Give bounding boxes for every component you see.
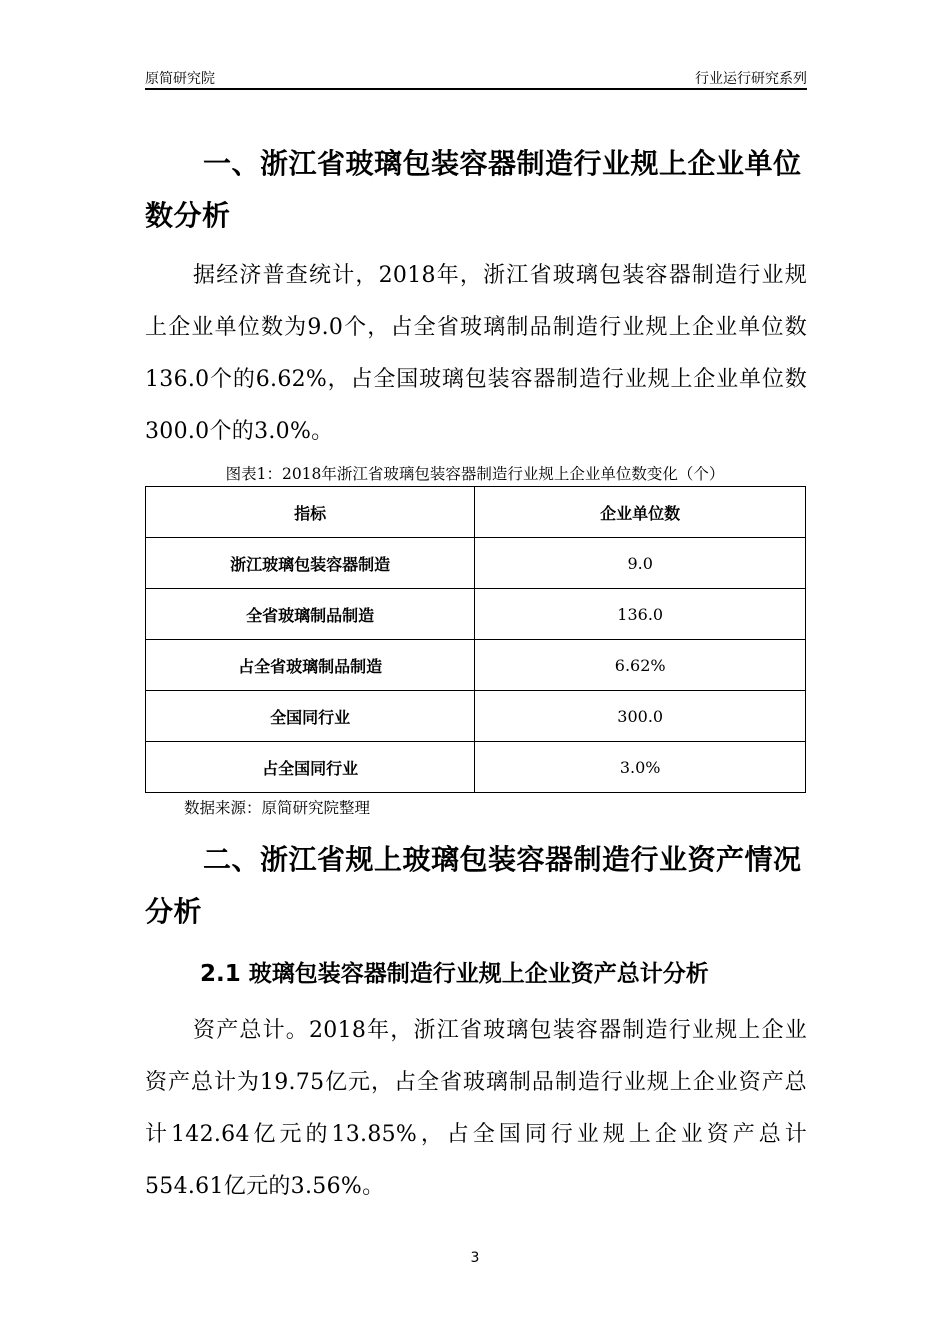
section1-title: 一、浙江省玻璃包装容器制造行业规上企业单位数分析 bbox=[145, 147, 802, 232]
table-header-row bbox=[146, 487, 806, 538]
table-row bbox=[146, 589, 806, 640]
section2-subtitle: 2.1 玻璃包装容器制造行业规上企业资产总计分析 bbox=[200, 961, 709, 987]
page-number: 3 bbox=[470, 1250, 480, 1266]
row-label: 占全省玻璃制品制造 bbox=[146, 640, 475, 691]
section2-title: 二、浙江省规上玻璃包装容器制造行业资产情况分析 bbox=[145, 843, 802, 928]
row-value: 9.0 bbox=[475, 538, 806, 589]
row-label: 全省玻璃制品制造 bbox=[146, 589, 475, 640]
table-source: 数据来源：原简研究院整理 bbox=[184, 799, 371, 817]
header-org: 原简研究院 bbox=[145, 71, 215, 87]
header-cell: 指标 bbox=[146, 487, 475, 538]
section2-paragraph: 资产总计。2018年，浙江省玻璃包装容器制造行业规上企业资产总计为19.75亿元，占全省玻璃制品制造行业规上企业资产总计142.64亿元的13.85%，占全国同行业规上企业资产总计554.61亿元的3.56%。 bbox=[145, 1018, 807, 1199]
table-row bbox=[146, 742, 806, 793]
row-value: 300.0 bbox=[475, 691, 806, 742]
row-label: 浙江玻璃包装容器制造 bbox=[146, 538, 475, 589]
header-cell: 企业单位数 bbox=[475, 487, 806, 538]
data-table bbox=[145, 486, 806, 793]
section1-paragraph: 据经济普查统计，2018年，浙江省玻璃包装容器制造行业规上企业单位数为9.0个，占全省玻璃制品制造行业规上企业单位数136.0个的6.62%，占全国玻璃包装容器制造行业规上企业单位数300.0个的3.0%。 bbox=[145, 263, 807, 444]
table-row bbox=[146, 538, 806, 589]
table-row bbox=[146, 640, 806, 691]
row-value: 136.0 bbox=[475, 589, 806, 640]
row-label: 占全国同行业 bbox=[146, 742, 475, 793]
table-caption: 图表1：2018年浙江省玻璃包装容器制造行业规上企业单位数变化（个） bbox=[225, 465, 725, 483]
row-value: 3.0% bbox=[475, 742, 806, 793]
row-label: 全国同行业 bbox=[146, 691, 475, 742]
header-series: 行业运行研究系列 bbox=[695, 71, 807, 87]
table-row bbox=[146, 691, 806, 742]
page-header bbox=[145, 68, 807, 90]
row-value: 6.62% bbox=[475, 640, 806, 691]
